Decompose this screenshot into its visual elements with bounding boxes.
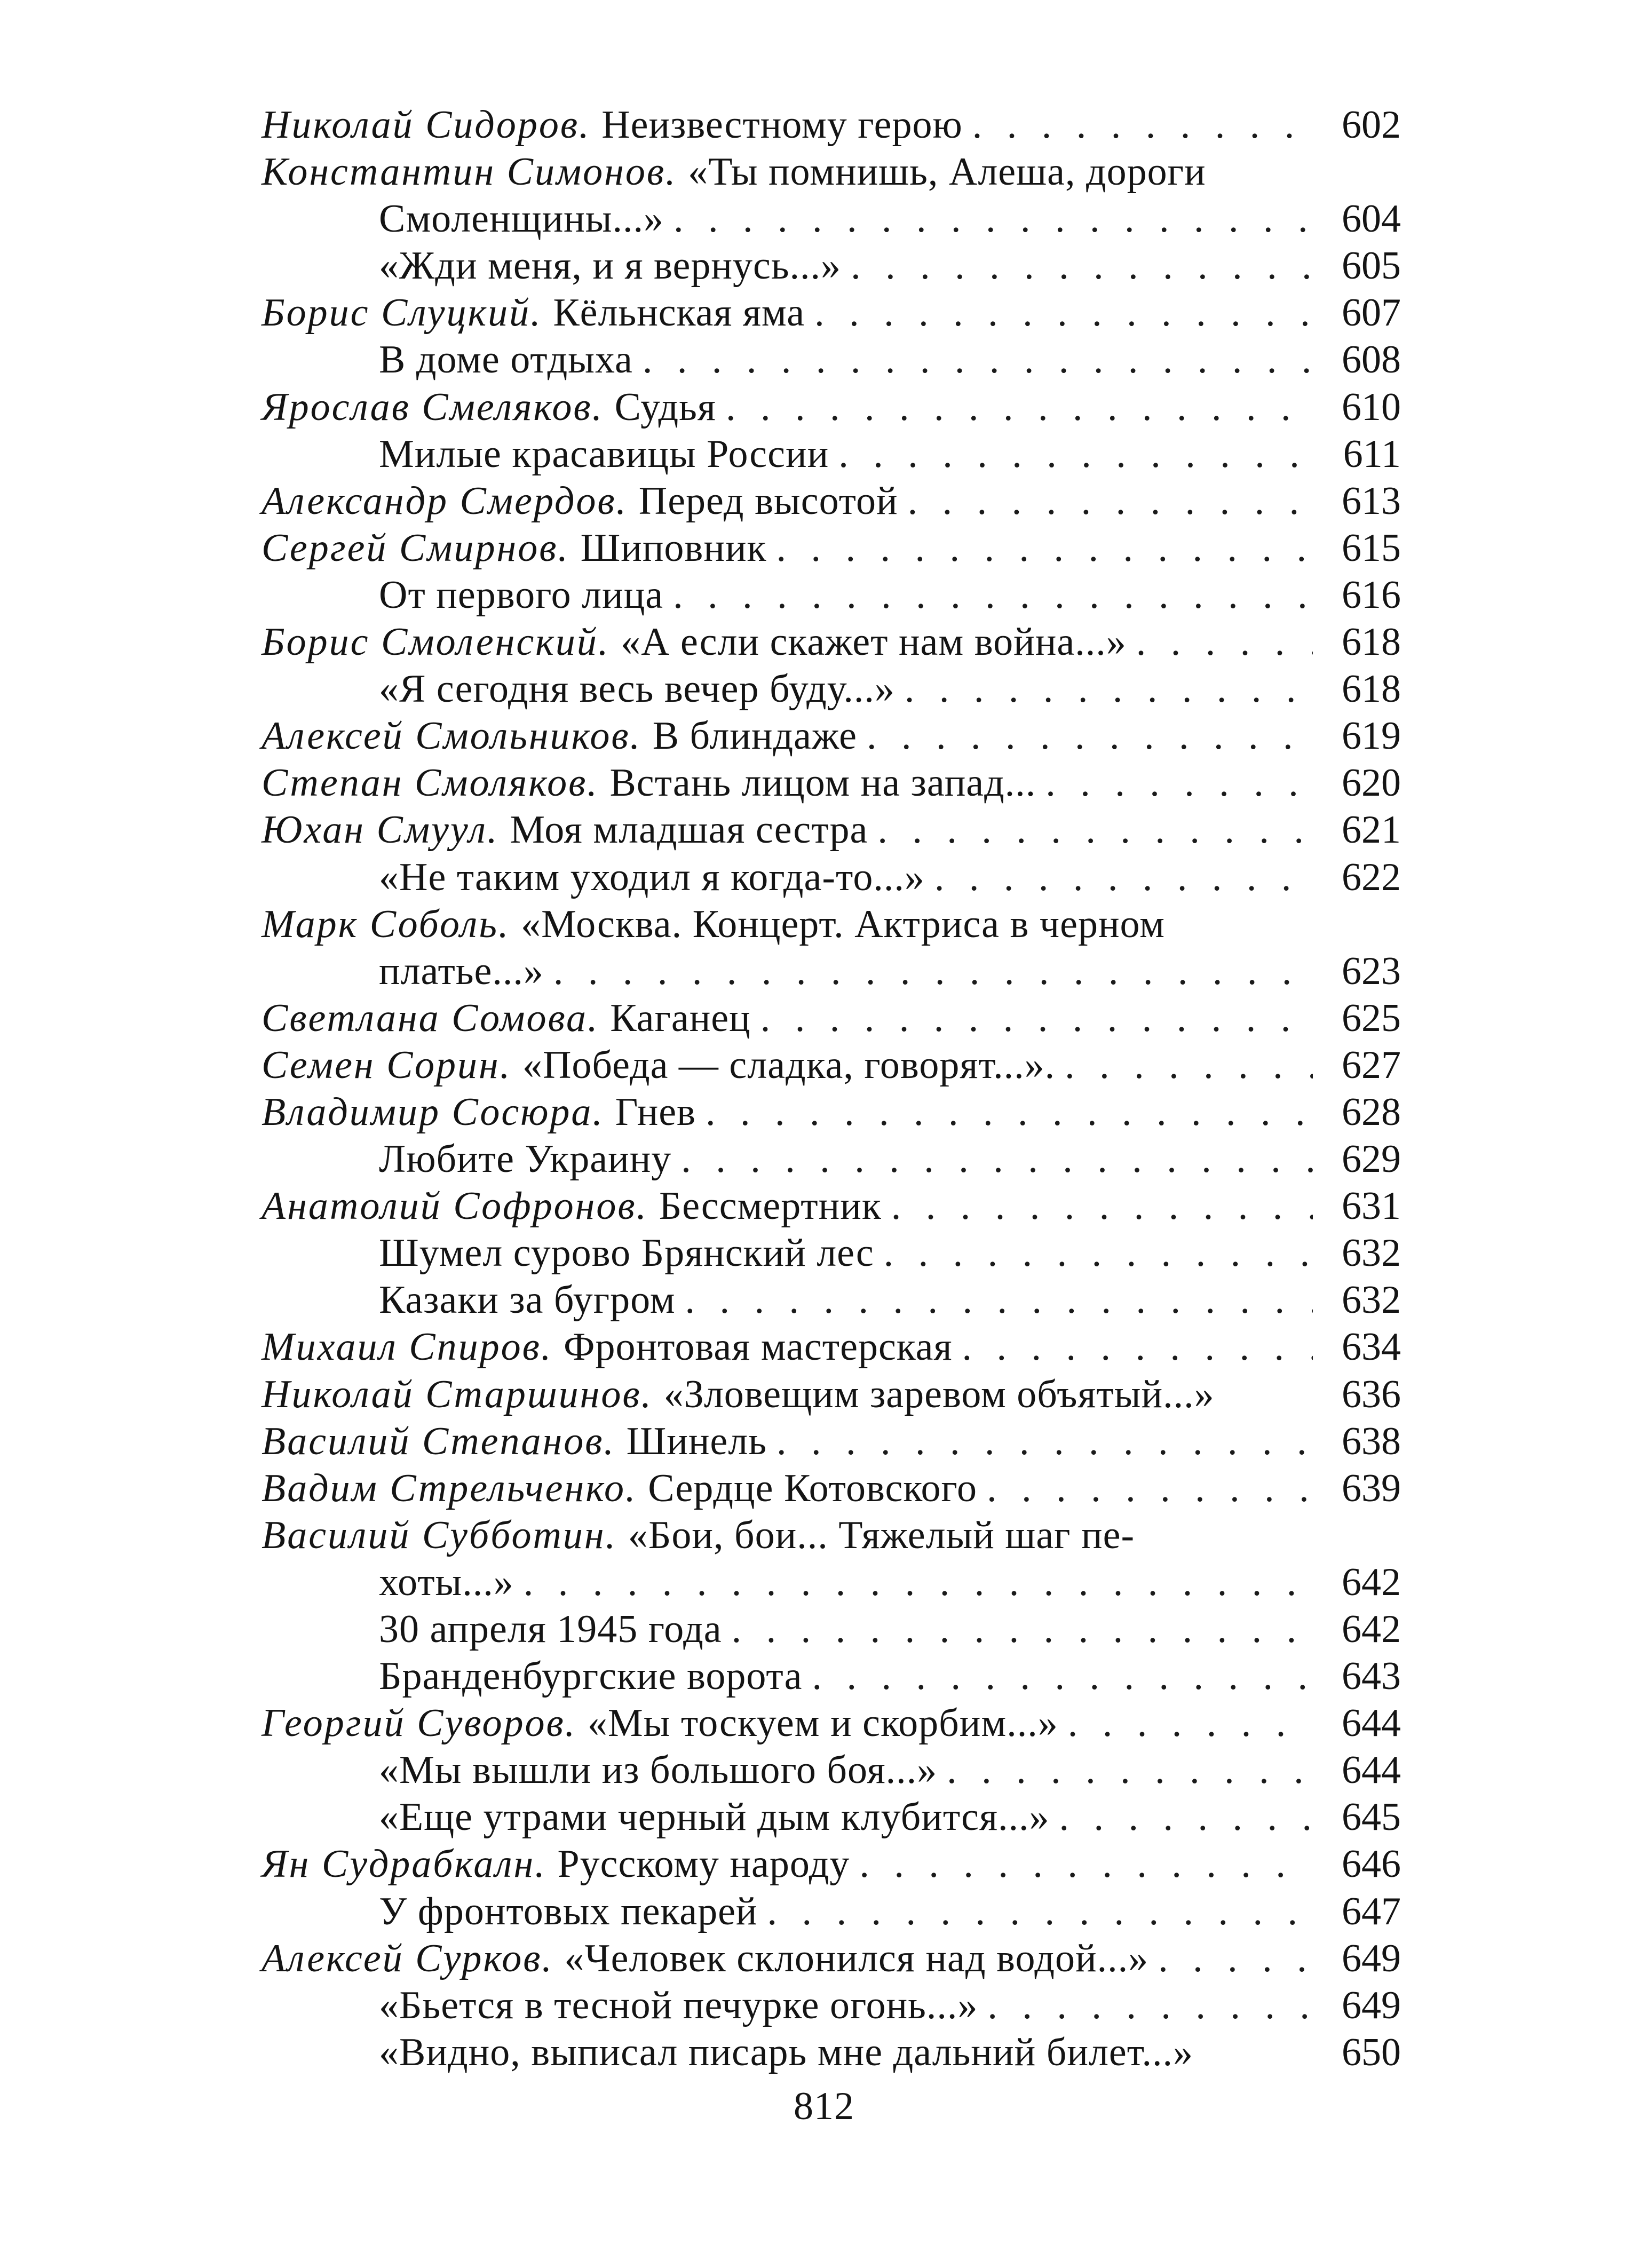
toc-page-number: 620 — [1342, 761, 1401, 805]
toc-entry — [262, 1465, 1401, 1512]
toc-title: «Бои, бои... Тяжелый шаг пе- — [628, 1513, 1135, 1557]
toc-page-number: 628 — [1342, 1090, 1401, 1134]
toc-entry — [262, 712, 1401, 759]
dot-leader — [706, 1089, 1313, 1136]
toc-entry — [262, 854, 1401, 901]
toc-page-number: 627 — [1342, 1043, 1401, 1087]
toc-entry — [262, 384, 1401, 431]
dot-leader — [934, 854, 1313, 901]
toc-author: Василий Субботин. — [262, 1513, 617, 1557]
dot-leader — [1068, 1700, 1313, 1747]
toc-title: В доме отдыха — [379, 338, 633, 382]
toc-title: Неизвестному герою — [601, 103, 963, 147]
toc-page-number: 631 — [1342, 1184, 1401, 1228]
toc-author: Владимир Сосюра. — [262, 1090, 604, 1134]
toc-entry — [262, 289, 1401, 336]
toc-title: «Мы тоскуем и скорбим...» — [587, 1701, 1058, 1746]
dot-leader — [987, 1465, 1313, 1512]
toc-entry — [262, 1323, 1401, 1370]
toc-title: «Жди меня, и я вернусь...» — [379, 244, 842, 288]
toc-author: Светлана Сомова. — [262, 996, 599, 1040]
toc-page-number: 618 — [1342, 667, 1401, 711]
toc-title: У фронтовых пекарей — [379, 1889, 758, 1933]
dot-leader — [972, 101, 1313, 148]
toc-title: Судья — [614, 385, 716, 429]
toc-entry — [262, 2029, 1401, 2076]
toc-page-number: 610 — [1342, 385, 1401, 429]
toc-title: «Ты помнишь, Алеша, дороги — [688, 150, 1206, 194]
toc-author: Алексей Смольников. — [262, 714, 641, 758]
dot-leader — [905, 665, 1313, 712]
toc-page-number: 644 — [1342, 1748, 1401, 1793]
toc-title: «Москва. Концерт. Актриса в черном — [521, 902, 1165, 946]
toc-page-number: 642 — [1342, 1560, 1401, 1604]
toc-page-number: 629 — [1342, 1137, 1401, 1181]
toc-title: «Мы вышли из большого боя...» — [379, 1748, 938, 1793]
table-of-contents — [262, 101, 1401, 2076]
toc-author: Вадим Стрельченко. — [262, 1466, 637, 1510]
dot-leader — [877, 806, 1313, 853]
toc-title: Перед высотой — [638, 479, 898, 523]
toc-entry — [262, 1794, 1401, 1841]
toc-entry — [262, 1606, 1401, 1653]
toc-entry — [262, 1136, 1401, 1183]
toc-page-number: 623 — [1342, 949, 1401, 993]
toc-entry — [262, 101, 1401, 148]
toc-entry — [262, 806, 1401, 853]
toc-page-number: 632 — [1342, 1278, 1401, 1322]
dot-leader — [1158, 1935, 1313, 1982]
toc-author: Борис Смоленский. — [262, 620, 610, 664]
dot-leader — [726, 384, 1313, 431]
toc-title: Кёльнская яма — [553, 291, 805, 335]
toc-entry — [262, 195, 1401, 242]
toc-page-number: 622 — [1342, 855, 1401, 899]
toc-page-number: 619 — [1342, 714, 1401, 758]
toc-title: «А если скажет нам война...» — [621, 620, 1127, 664]
toc-entry — [262, 1888, 1401, 1935]
toc-entry — [262, 948, 1401, 995]
toc-entry — [262, 1559, 1401, 1606]
toc-title: Гнев — [615, 1090, 696, 1134]
dot-leader — [553, 948, 1313, 995]
toc-page-number: 602 — [1342, 103, 1401, 147]
toc-page-number: 644 — [1342, 1701, 1401, 1746]
toc-title: Фронтовая мастерская — [563, 1325, 953, 1369]
toc-author: Семен Сорин. — [262, 1043, 512, 1087]
dot-leader — [760, 995, 1313, 1042]
toc-title: «Бьется в тесной печурке огонь...» — [379, 1983, 978, 2027]
toc-entry — [262, 1276, 1401, 1323]
toc-page-number: 607 — [1342, 291, 1401, 335]
toc-author: Ярослав Смеляков. — [262, 385, 604, 429]
toc-author: Георгий Суворов. — [262, 1701, 577, 1746]
toc-entry — [262, 1230, 1401, 1276]
toc-author: Анатолий Софронов. — [262, 1184, 648, 1228]
dot-leader — [732, 1606, 1313, 1653]
toc-title: «Не таким уходил я когда-то...» — [379, 855, 925, 899]
toc-title: Шиповник — [580, 526, 767, 570]
toc-page-number: 632 — [1342, 1231, 1401, 1275]
toc-title: Каганец — [610, 996, 751, 1040]
toc-page-number: 638 — [1342, 1419, 1401, 1463]
toc-page-number: 649 — [1342, 1983, 1401, 2027]
dot-leader — [884, 1230, 1313, 1276]
dot-leader — [987, 1982, 1313, 2029]
toc-title: «Я сегодня весь вечер буду...» — [379, 667, 895, 711]
toc-author: Юхан Смуул. — [262, 808, 499, 852]
toc-entry — [262, 242, 1401, 289]
toc-entry — [262, 572, 1401, 618]
toc-entry — [262, 1841, 1401, 1888]
toc-author: Василий Степанов. — [262, 1419, 615, 1463]
toc-entry — [262, 1512, 1401, 1559]
dot-leader — [1065, 1042, 1313, 1089]
toc-title: Милые красавицы России — [379, 432, 829, 476]
toc-title: «Человек склонился над водой...» — [564, 1936, 1149, 1980]
toc-page-number: 604 — [1342, 197, 1401, 241]
dot-leader — [812, 1653, 1313, 1700]
toc-title: Шинель — [626, 1419, 767, 1463]
page-number: 812 — [794, 2084, 854, 2128]
toc-title: «Зловещим заревом объятый...» — [663, 1372, 1215, 1416]
dot-leader — [851, 242, 1313, 289]
toc-page-number: 645 — [1342, 1795, 1401, 1839]
dot-leader — [867, 712, 1313, 759]
dot-leader — [674, 195, 1313, 242]
dot-leader — [814, 289, 1313, 336]
dot-leader — [777, 1418, 1313, 1465]
dot-leader — [524, 1559, 1313, 1606]
toc-title: Казаки за бугром — [379, 1278, 676, 1322]
toc-author: Николай Сидоров. — [262, 103, 591, 147]
toc-author: Александр Смердов. — [262, 479, 628, 523]
toc-entry — [262, 901, 1401, 948]
toc-entry — [262, 1700, 1401, 1747]
toc-author: Сергей Смирнов. — [262, 526, 569, 570]
toc-entry — [262, 1371, 1401, 1418]
dot-leader — [908, 478, 1313, 525]
dot-leader — [777, 525, 1313, 572]
dot-leader — [838, 431, 1313, 478]
toc-entry — [262, 1042, 1401, 1089]
toc-title: В блиндаже — [652, 714, 857, 758]
toc-author: Алексей Сурков. — [262, 1936, 553, 1980]
dot-leader — [891, 1183, 1313, 1230]
toc-page-number: 616 — [1342, 573, 1401, 617]
toc-entry — [262, 1653, 1401, 1700]
toc-entry — [262, 148, 1401, 195]
toc-page-number: 639 — [1342, 1466, 1401, 1510]
dot-leader — [1136, 618, 1313, 665]
toc-title: От первого лица — [379, 573, 664, 617]
toc-title: платье...» — [379, 949, 544, 993]
toc-title: «Еще утрами черный дым клубится...» — [379, 1795, 1050, 1839]
toc-title: Любите Украину — [379, 1137, 672, 1181]
toc-entry — [262, 1982, 1401, 2029]
toc-page-number: 646 — [1342, 1842, 1401, 1886]
toc-entry — [262, 1935, 1401, 1982]
toc-page-number: 615 — [1342, 526, 1401, 570]
toc-page-number: 611 — [1343, 432, 1401, 476]
toc-page-number: 649 — [1342, 1936, 1401, 1980]
dot-leader — [962, 1323, 1313, 1370]
toc-entry — [262, 665, 1401, 712]
toc-author: Ян Судрабкалн. — [262, 1842, 546, 1886]
toc-page-number: 642 — [1342, 1607, 1401, 1651]
dot-leader — [685, 1276, 1313, 1323]
toc-author: Марк Соболь. — [262, 902, 510, 946]
toc-entry — [262, 995, 1401, 1042]
toc-entry — [262, 525, 1401, 572]
dot-leader — [947, 1747, 1313, 1794]
toc-entry — [262, 1183, 1401, 1230]
toc-title: Бранденбургские ворота — [379, 1654, 803, 1699]
toc-title: Сердце Котовского — [648, 1466, 978, 1510]
toc-author: Степан Смоляков. — [262, 761, 599, 805]
toc-page-number: 650 — [1342, 2030, 1401, 2074]
dot-leader — [767, 1888, 1313, 1935]
toc-author: Николай Старшинов. — [262, 1372, 653, 1416]
toc-page-number: 636 — [1342, 1372, 1401, 1416]
toc-title: хоты...» — [379, 1560, 514, 1604]
toc-page-number: 634 — [1342, 1325, 1401, 1369]
toc-author: Михаил Спиров. — [262, 1325, 553, 1369]
dot-leader — [681, 1136, 1313, 1183]
dot-leader — [859, 1841, 1313, 1888]
toc-page-number: 608 — [1342, 338, 1401, 382]
toc-entry — [262, 1747, 1401, 1794]
toc-title: 30 апреля 1945 года — [379, 1607, 722, 1651]
toc-title: «Видно, выписал писарь мне дальний билет...» — [379, 2030, 1193, 2074]
toc-title: Русскому народу — [557, 1842, 850, 1886]
toc-entry — [262, 336, 1401, 383]
toc-page-number: 613 — [1342, 479, 1401, 523]
toc-page-number: 618 — [1342, 620, 1401, 664]
dot-leader — [1045, 759, 1313, 806]
toc-title: Встань лицом на запад... — [609, 761, 1036, 805]
toc-title: Смоленщины...» — [379, 197, 664, 241]
toc-title: «Победа — сладка, говорят...». — [522, 1043, 1056, 1087]
toc-entry — [262, 478, 1401, 525]
toc-page-number: 625 — [1342, 996, 1401, 1040]
toc-page-number: 605 — [1342, 244, 1401, 288]
toc-title: Моя младшая сестра — [510, 808, 868, 852]
toc-entry — [262, 759, 1401, 806]
dot-leader — [1059, 1794, 1313, 1841]
toc-title: Шумел сурово Брянский лес — [379, 1231, 874, 1275]
dot-leader — [643, 336, 1313, 383]
toc-page-number: 647 — [1342, 1889, 1401, 1933]
toc-entry — [262, 1418, 1401, 1465]
toc-entry — [262, 618, 1401, 665]
toc-entry — [262, 1089, 1401, 1136]
toc-author: Константин Симонов. — [262, 150, 677, 194]
toc-entry — [262, 431, 1401, 478]
toc-page-number: 643 — [1342, 1654, 1401, 1699]
toc-title: Бессмертник — [659, 1184, 882, 1228]
toc-page-number: 621 — [1342, 808, 1401, 852]
dot-leader — [673, 572, 1313, 618]
toc-author: Борис Слуцкий. — [262, 291, 542, 335]
